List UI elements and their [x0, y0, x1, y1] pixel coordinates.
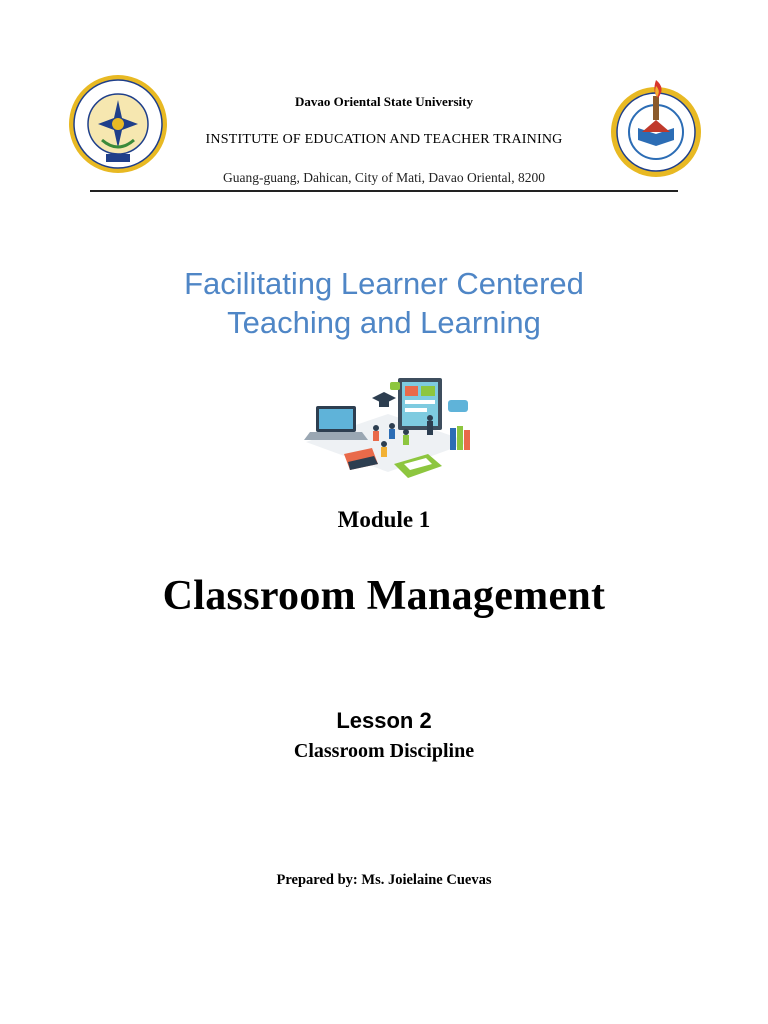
- module-title: Classroom Management: [162, 573, 606, 619]
- course-title: [0, 264, 768, 342]
- institute-name: INSTITUTE OF EDUCATION AND TEACHER TRAINING: [205, 132, 563, 147]
- university-name: Davao Oriental State University: [294, 94, 473, 109]
- course-title-line-2: Teaching and Learning: [227, 305, 541, 340]
- course-title-line-1: Facilitating Learner Centered: [184, 266, 584, 301]
- lesson-title: Classroom Discipline: [293, 740, 475, 762]
- header-divider: [90, 190, 678, 192]
- dorsu-seal-logo: [68, 74, 168, 174]
- ieett-seal-logo: [608, 76, 704, 180]
- prepared-by: Prepared by: Ms. Joielaine Cuevas: [276, 872, 492, 888]
- university-address: Guang-guang, Dahican, City of Mati, Davao Oriental, 8200: [222, 170, 546, 185]
- module-number: Module 1: [337, 507, 431, 532]
- classroom-illustration: [302, 368, 474, 492]
- lesson-number: Lesson 2: [336, 708, 432, 733]
